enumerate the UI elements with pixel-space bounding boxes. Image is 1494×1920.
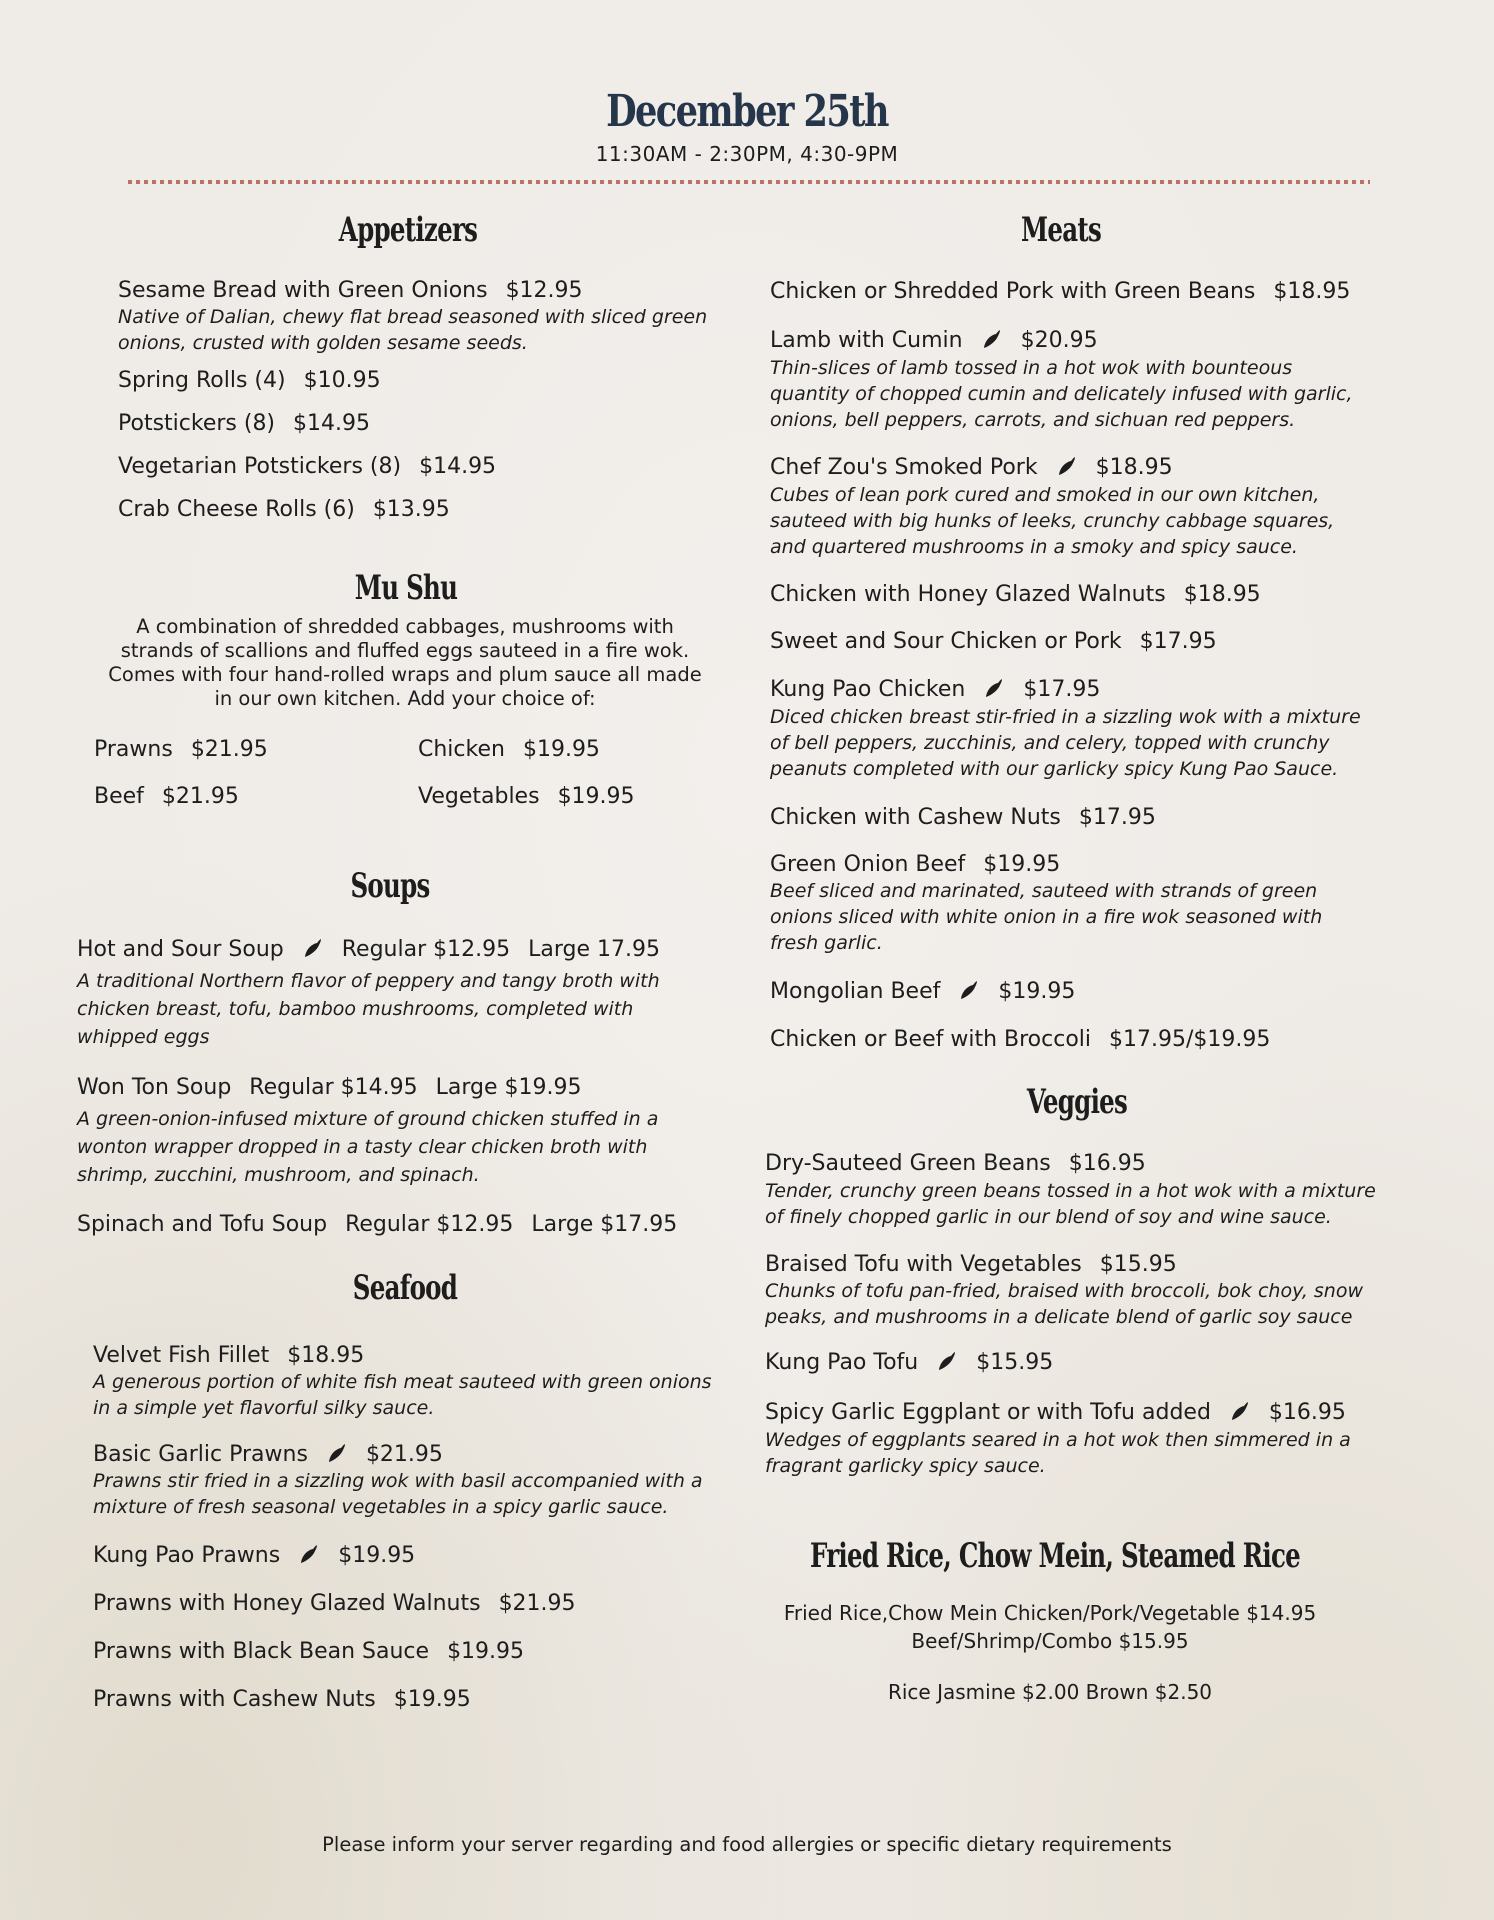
option-name: Beef bbox=[94, 784, 144, 809]
menu-item bbox=[93, 1639, 524, 1664]
rice-line-1: Fried Rice,Chow Mein Chicken/Pork/Vegetable $14.95 bbox=[783, 1601, 1317, 1625]
item-price: $18.95 bbox=[287, 1343, 365, 1368]
item-price: $16.95 bbox=[1068, 1151, 1146, 1176]
item-name: Kung Pao Prawns bbox=[93, 1543, 281, 1568]
item-price: $18.95 bbox=[1183, 582, 1261, 607]
item-name: Chicken with Cashew Nuts bbox=[770, 805, 1061, 830]
item-name: Braised Tofu with Vegetables bbox=[765, 1252, 1082, 1277]
item-price: $14.95 bbox=[293, 411, 371, 436]
mushu-description: A combination of shredded cabbages, mushrooms with strands of scallions and fluffed eggs sauteed in a fire wok. Comes with four hand-rolled wraps and plum sauce all made in our own kitchen. Add your choice of: bbox=[108, 615, 702, 710]
mushu-option bbox=[94, 784, 239, 809]
menu-item bbox=[765, 1350, 1053, 1375]
chili-pepper-icon bbox=[302, 937, 324, 959]
item-price: $19.95 bbox=[998, 979, 1076, 1004]
item-price: $19.95 bbox=[983, 852, 1061, 877]
rice-line-3: Rice Jasmine $2.00 Brown $2.50 bbox=[887, 1680, 1213, 1704]
item-name: Green Onion Beef bbox=[770, 852, 966, 877]
chili-pepper-icon bbox=[983, 677, 1005, 699]
menu-item bbox=[765, 1151, 1146, 1176]
menu-item bbox=[118, 368, 381, 393]
item-name: Chicken or Beef with Broccoli bbox=[770, 1027, 1091, 1052]
veggies-heading: Veggies bbox=[1026, 1082, 1128, 1122]
item-price: $21.95 bbox=[365, 1442, 443, 1467]
item-name: Kung Pao Tofu bbox=[765, 1350, 919, 1375]
item-price: $18.95 bbox=[1273, 279, 1351, 304]
menu-item bbox=[770, 582, 1261, 607]
menu-item bbox=[770, 852, 1060, 877]
item-description: A green-onion-infused mixture of ground chicken stuffed in a wonton wrapper dropped in a tasty clear chicken broth with shrimp, zucchini, mushroom, and spinach. bbox=[77, 1108, 659, 1186]
item-price: $21.95 bbox=[498, 1591, 576, 1616]
item-price: $18.95 bbox=[1095, 455, 1173, 480]
menu-item bbox=[770, 1027, 1270, 1052]
header-divider bbox=[128, 180, 1370, 184]
item-description: Native of Dalian, chewy flat bread seasoned with sliced green onions, crusted with golden sesame seeds. bbox=[118, 306, 708, 354]
item-name: Hot and Sour Soup bbox=[77, 937, 284, 962]
menu-hours: 11:30AM - 2:30PM, 4:30-9PM bbox=[595, 142, 899, 166]
item-price: $17.95 bbox=[1139, 629, 1217, 654]
menu-item bbox=[77, 937, 660, 962]
menu-date-title: December 25th bbox=[606, 86, 888, 137]
chili-pepper-icon bbox=[1229, 1400, 1251, 1422]
item-price: $15.95 bbox=[1099, 1252, 1177, 1277]
item-price: $17.95 bbox=[1023, 677, 1101, 702]
menu-item bbox=[770, 805, 1156, 830]
chili-pepper-icon bbox=[981, 328, 1003, 350]
rice-heading: Fried Rice, Chow Mein, Steamed Rice bbox=[809, 1536, 1301, 1576]
item-price: $16.95 bbox=[1268, 1400, 1346, 1425]
large-price: Large $17.95 bbox=[531, 1212, 678, 1237]
item-description: Tender, crunchy green beans tossed in a hot wok with a mixture of finely chopped garlic in our blend of soy and wine sauce. bbox=[765, 1180, 1376, 1228]
item-name: Crab Cheese Rolls (6) bbox=[118, 497, 355, 522]
item-description: Chunks of tofu pan-fried, braised with broccoli, bok choy, snow peaks, and mushrooms in a delicate blend of garlic soy sauce bbox=[765, 1280, 1364, 1328]
item-name: Prawns with Honey Glazed Walnuts bbox=[93, 1591, 481, 1616]
menu-item bbox=[765, 1252, 1177, 1277]
menu-item bbox=[93, 1442, 443, 1467]
menu-item bbox=[770, 279, 1350, 304]
item-name: Sesame Bread with Green Onions bbox=[118, 278, 488, 303]
item-name: Lamb with Cumin bbox=[770, 328, 963, 353]
item-description: Wedges of eggplants seared in a hot wok then simmered in a fragrant garlicky spicy sauce. bbox=[765, 1429, 1351, 1477]
mushu-option bbox=[418, 737, 600, 762]
meats-heading: Meats bbox=[1020, 210, 1102, 250]
item-name: Potstickers (8) bbox=[118, 411, 276, 436]
menu-item bbox=[77, 1075, 582, 1100]
item-description: Beef sliced and marinated, sauteed with strands of green onions sliced with white onion in a fire wok seasoned with fresh garlic. bbox=[770, 880, 1323, 954]
item-name: Spicy Garlic Eggplant or with Tofu added bbox=[765, 1400, 1211, 1425]
item-name: Spinach and Tofu Soup bbox=[77, 1212, 328, 1237]
item-description: Cubes of lean pork cured and smoked in our own kitchen, sauteed with big hunks of leeks, crunchy cabbage squares, and quartered mushrooms in a smoky and spicy sauce. bbox=[770, 484, 1335, 558]
allergy-notice: Please inform your server regarding and food allergies or specific dietary requirements bbox=[322, 1833, 1172, 1856]
item-description: A traditional Northern flavor of peppery and tangy broth with chicken breast, tofu, bamboo mushrooms, completed with whipped eggs bbox=[77, 970, 660, 1048]
item-price: $19.95 bbox=[338, 1543, 416, 1568]
menu-item bbox=[118, 454, 496, 479]
item-name: Spring Rolls (4) bbox=[118, 368, 286, 393]
item-name: Mongolian Beef bbox=[770, 979, 941, 1004]
menu-item bbox=[77, 1212, 677, 1237]
menu-item bbox=[93, 1543, 415, 1568]
menu-item bbox=[93, 1343, 364, 1368]
item-description: Thin-slices of lamb tossed in a hot wok with bounteous quantity of chopped cumin and delicately infused with garlic, onions, bell peppers, carrots, and sichuan red peppers. bbox=[770, 357, 1353, 431]
item-name: Vegetarian Potstickers (8) bbox=[118, 454, 402, 479]
option-price: $19.95 bbox=[522, 737, 600, 762]
item-name: Kung Pao Chicken bbox=[770, 677, 966, 702]
chili-pepper-icon bbox=[958, 979, 980, 1001]
item-name: Chicken or Shredded Pork with Green Beans bbox=[770, 279, 1256, 304]
option-name: Prawns bbox=[94, 737, 173, 762]
item-name: Prawns with Cashew Nuts bbox=[93, 1687, 376, 1712]
large-price: Large $19.95 bbox=[435, 1075, 582, 1100]
rice-line-2: Beef/Shrimp/Combo $15.95 bbox=[911, 1629, 1189, 1653]
item-name: Prawns with Black Bean Sauce bbox=[93, 1639, 430, 1664]
item-name: Won Ton Soup bbox=[77, 1075, 232, 1100]
menu-item bbox=[118, 278, 583, 303]
item-name: Chicken with Honey Glazed Walnuts bbox=[770, 582, 1166, 607]
large-price: Large 17.95 bbox=[528, 937, 660, 962]
mushu-option bbox=[418, 784, 635, 809]
regular-price: Regular $14.95 bbox=[249, 1075, 418, 1100]
item-price: $13.95 bbox=[372, 497, 450, 522]
chili-pepper-icon bbox=[936, 1350, 958, 1372]
item-price: $10.95 bbox=[303, 368, 381, 393]
menu-item bbox=[765, 1400, 1346, 1425]
option-price: $21.95 bbox=[190, 737, 268, 762]
option-price: $19.95 bbox=[557, 784, 635, 809]
menu-item bbox=[93, 1687, 471, 1712]
item-price: $19.95 bbox=[447, 1639, 525, 1664]
item-price: $20.95 bbox=[1020, 328, 1098, 353]
option-price: $21.95 bbox=[161, 784, 239, 809]
menu-item bbox=[770, 629, 1217, 654]
item-name: Basic Garlic Prawns bbox=[93, 1442, 308, 1467]
menu-item bbox=[118, 411, 370, 436]
item-price: $19.95 bbox=[393, 1687, 471, 1712]
appetizers-heading: Appetizers bbox=[338, 210, 478, 250]
menu-item bbox=[770, 677, 1100, 702]
option-name: Chicken bbox=[418, 737, 505, 762]
item-price: $17.95 bbox=[1078, 805, 1156, 830]
item-price: $12.95 bbox=[505, 278, 583, 303]
item-name: Velvet Fish Fillet bbox=[93, 1343, 270, 1368]
menu-item bbox=[93, 1591, 576, 1616]
soups-heading: Soups bbox=[350, 866, 430, 906]
mushu-heading: Mu Shu bbox=[354, 568, 458, 608]
option-name: Vegetables bbox=[418, 784, 540, 809]
item-name: Dry-Sauteed Green Beans bbox=[765, 1151, 1051, 1176]
item-name: Sweet and Sour Chicken or Pork bbox=[770, 629, 1122, 654]
chili-pepper-icon bbox=[326, 1442, 348, 1464]
item-price: $15.95 bbox=[976, 1350, 1054, 1375]
seafood-heading: Seafood bbox=[352, 1268, 458, 1308]
regular-price: Regular $12.95 bbox=[345, 1212, 514, 1237]
item-name: Chef Zou's Smoked Pork bbox=[770, 455, 1038, 480]
regular-price: Regular $12.95 bbox=[341, 937, 511, 962]
chili-pepper-icon bbox=[1056, 455, 1078, 477]
item-description: Prawns stir fried in a sizzling wok with basil accompanied with a mixture of fresh seasonal vegetables in a spicy garlic sauce. bbox=[93, 1470, 703, 1518]
chili-pepper-icon bbox=[298, 1543, 320, 1565]
item-price: $14.95 bbox=[419, 454, 497, 479]
menu-item bbox=[770, 455, 1173, 480]
item-description: A generous portion of white fish meat sauteed with green onions in a simple yet flavorful silky sauce. bbox=[93, 1371, 712, 1419]
menu-item bbox=[770, 979, 1075, 1004]
menu-item bbox=[770, 328, 1098, 353]
item-price: $17.95/$19.95 bbox=[1109, 1027, 1271, 1052]
mushu-option bbox=[94, 737, 268, 762]
menu-item bbox=[118, 497, 450, 522]
item-description: Diced chicken breast stir-fried in a sizzling wok with a mixture of bell peppers, zucchinis, and celery, topped with crunchy peanuts completed with our garlicky spicy Kung Pao Sauce. bbox=[770, 706, 1361, 780]
